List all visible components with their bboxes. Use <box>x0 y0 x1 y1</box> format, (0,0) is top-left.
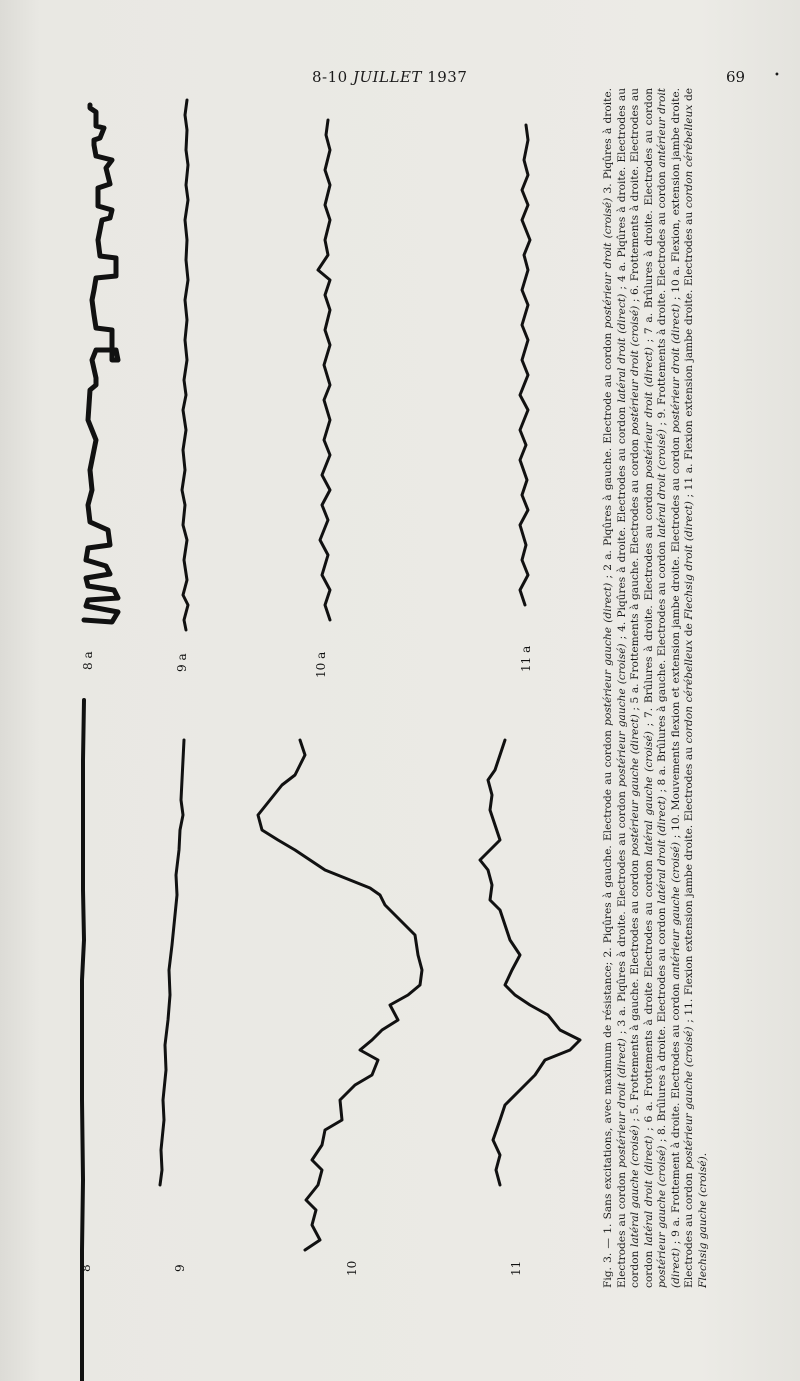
caption-italic: postérieur droit (croisé) <box>602 197 614 329</box>
caption-text: 3. Piqûres à droite. Electrodes au cordon <box>602 87 628 1288</box>
caption-italic: postérieur gauche (direct) <box>602 582 614 726</box>
figure-caption <box>602 88 710 1288</box>
trace-label-8: 8 <box>79 1264 93 1272</box>
trace-label-9a: 9 a <box>175 653 189 672</box>
caption-text: ; 5 a. Frottements à gauche. Electrodes au cordon <box>629 435 641 715</box>
page-number: 69 <box>726 68 746 86</box>
caption-text: ; 9. Frottements à droite. Electrodes au cordon <box>656 167 668 430</box>
trace-label-8a: 8 a <box>81 651 95 670</box>
caption-text: ; 7 a. Brûlures à droite. Electrodes au cordon <box>642 87 655 348</box>
trace-10 <box>258 740 422 1250</box>
caption-text: ; 11 a. Flexion extension jambe droite. Electrodes au <box>683 208 695 502</box>
caption-text: ; 2 a. Piqûres à gauche. Electrode au cordon <box>602 328 614 583</box>
caption-italic: postérieur droit (direct) <box>615 1038 628 1168</box>
caption-text: de <box>683 619 695 640</box>
header-date-prefix: 8-10 <box>312 68 353 86</box>
trace-label-9: 9 <box>173 1264 187 1272</box>
figure-caption-block <box>602 88 742 1288</box>
caption-italic: postérieur gauche (croisé) <box>683 1026 695 1170</box>
caption-italic: postérieur droit (croisé) <box>629 305 641 436</box>
trace-9a <box>182 100 188 630</box>
caption-italic: latéral gauche (croisé) <box>629 1125 641 1248</box>
caption-italic: postérieur gauche (direct) <box>629 714 641 857</box>
caption-italic: latéral droit (direct) <box>656 796 668 904</box>
trace-label-11: 11 <box>509 1260 523 1276</box>
caption-fig-label: Fig. 3. — 1. <box>602 1223 614 1288</box>
trace-8 <box>82 700 84 1381</box>
caption-italic: latéral gauche (croisé) <box>642 731 655 856</box>
header-date-year: 1937 <box>421 68 468 86</box>
trace-label-10a: 10 a <box>314 651 328 678</box>
caption-italic: postérieur droit (direct) <box>669 303 682 433</box>
caption-text: Sans excitations, avec maximum de résistance; 2. Piqûres à gauche. Electrode au cordon <box>602 725 614 1224</box>
caption-italic: Flechsig gauche (croisé). <box>696 1152 709 1288</box>
caption-text: ; 4 a. Piqûres à droite. Electrodes au cordon <box>615 87 641 1288</box>
caption-text: ; 3 a. Piqûres à droite. Electrodes au cordon <box>615 787 628 1039</box>
caption-text: de <box>683 87 695 105</box>
caption-italic: latéral droit (direct) <box>615 293 628 403</box>
ink-dot: • <box>774 70 780 81</box>
header-date-month: JUILLET <box>352 68 422 86</box>
caption-italic: antérieur droit (direct) <box>656 88 682 1288</box>
trace-8a <box>84 105 118 622</box>
caption-italic: postérieur gauche (croisé) <box>615 643 628 787</box>
caption-text: ; 9 a. Frottement à droite. Electrodes au cordon <box>669 979 682 1249</box>
caption-text: ; 8 a. Brûlures à gauche. Electrodes au cordon <box>656 537 668 797</box>
caption-text: ; 6. Frottements à droite. Electrodes au cordon <box>629 88 655 1288</box>
caption-italic: Flechsig droit (direct) <box>683 501 695 620</box>
trace-label-10: 10 <box>345 1260 359 1276</box>
trace-11a <box>520 125 530 605</box>
caption-text: ; 10 a. Flexion, extension jambe droite. Electrodes au cordon <box>669 87 695 1288</box>
caption-italic: antérieur gauche (croisé) <box>669 842 682 980</box>
caption-text: ; 8. Brûlures à droite. Electrodes au cordon <box>656 903 668 1146</box>
trace-label-11a: 11 a <box>519 645 533 672</box>
caption-text: ; 11. Flexion extension jambe droite. Electrodes au <box>683 743 695 1027</box>
trace-11 <box>480 740 580 1185</box>
caption-text: ; 7. Brûlures à droite. Electrodes au cordon <box>642 478 655 732</box>
caption-text: ; 6 a. Frottements à droite Electrodes au cordon <box>642 855 655 1136</box>
caption-italic: postérieur droit (direct) <box>642 347 655 479</box>
caption-text: ; 10. Mouvements flexion et extension jambe droite. Electrodes au cordon <box>669 432 682 843</box>
caption-text: ; 5. Frottements à gauche. Electrodes au cordon <box>629 856 641 1126</box>
caption-italic: latéral droit (direct) <box>642 1135 655 1246</box>
caption-italic: postérieur gauche (croisé) <box>656 1145 668 1288</box>
caption-text: ; 4. Piqûres à droite. Electrodes au cordon <box>615 402 628 644</box>
caption-italic: cordon cérébelleux <box>683 639 695 744</box>
caption-italic: cordon cérébelleux <box>683 104 695 209</box>
caption-italic: latéral droit (croisé) <box>656 429 668 538</box>
trace-9 <box>160 740 184 1185</box>
trace-10a <box>318 120 330 620</box>
